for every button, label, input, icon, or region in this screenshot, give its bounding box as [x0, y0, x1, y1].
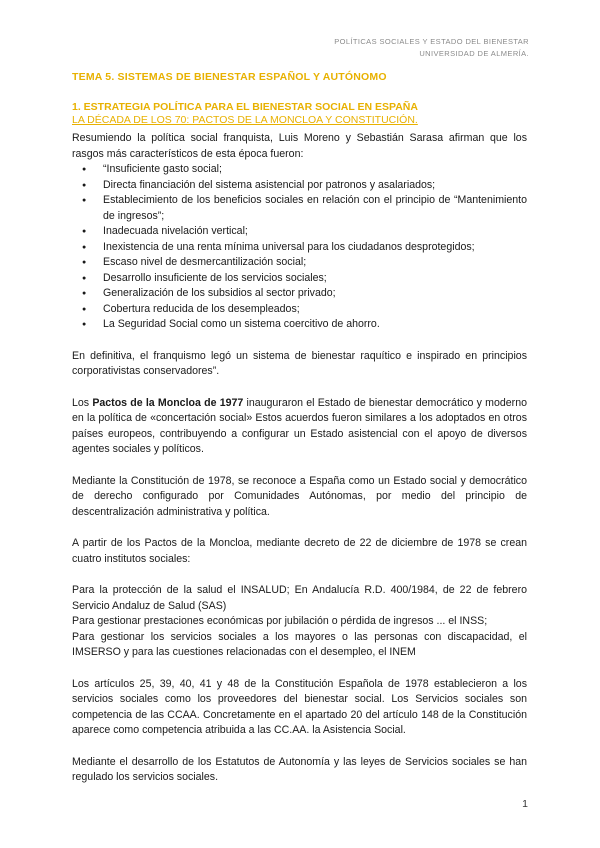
- page-number: 1: [522, 798, 528, 810]
- pactos-paragraph: [72, 396, 527, 458]
- characteristics-list: [72, 162, 527, 333]
- list-item: ● Inadecuada nivelación vertical;: [103, 224, 527, 240]
- pactos-rest: inauguraron el Estado de bienestar democrático y moderno en la política de «concertación social» Estos acuerdos fueron similares a los adoptados en otros países europeos, contribuyendo a configurar un Estado asistencial con el apoyo de diversos agentes sociales y políticos.: [72, 396, 527, 455]
- intro-paragraph: Resumiendo la política social franquista, Luis Moreno y Sebastián Sarasa afirman que los rasgos más característicos de esta época fueron:: [72, 132, 527, 160]
- imserso-paragraph: Para gestionar los servicios sociales a los mayores o las personas con discapacidad, el IMSERSO y para las cuestiones relacionadas con el desempleo, el INEM: [72, 630, 527, 658]
- decreto-paragraph: A partir de los Pactos de la Moncloa, mediante decreto de 22 de diciembre de 1978 se crean cuatro institutos sociales:: [72, 537, 527, 565]
- list-item: ● Directa financiación del sistema asistencial por patronos y asalariados;: [103, 178, 527, 194]
- insalud-paragraph: Para la protección de la salud el INSALUD; En Andalucía R.D. 400/1984, de 22 de febrero Servicio Andaluz de Salud (SAS): [72, 584, 527, 612]
- franquismo-paragraph: En definitiva, el franquismo legó un sistema de bienestar raquítico e inspirado en principios corporativistas conservadores”.: [72, 349, 527, 377]
- pactos-bold-term: Pactos de la Moncloa de 1977: [92, 396, 244, 409]
- section-heading-block: [72, 101, 418, 127]
- inss-paragraph: Para gestionar prestaciones económicas por jubilación o pérdida de ingresos ... el INSS;: [72, 615, 488, 627]
- estatutos-paragraph: Mediante el desarrollo de los Estatutos de Autonomía y las leyes de Servicios sociales se han regulado los servicios sociales.: [72, 755, 527, 783]
- articulos-paragraph: Los artículos 25, 39, 40, 41 y 48 de la Constitución Española de 1978 establecieron a los servicios sociales como los proveedores del bienestar social. Los Servicios sociales son competencia de las CCAA. Concretamente en el apartado 20 del artículo 148 de la Constitución aparece como competencia atribuida a las CC.AA. la Asistencia Social.: [72, 677, 527, 736]
- header-course-title: POLÍTICAS SOCIALES Y ESTADO DEL BIENESTAR: [334, 37, 529, 46]
- section-heading: 1. ESTRATEGIA POLÍTICA PARA EL BIENESTAR SOCIAL EN ESPAÑA: [72, 101, 418, 113]
- constitucion-paragraph: Mediante la Constitución de 1978, se reconoce a España como un Estado social y democrático de derecho configurado por Comunidades Autónomas, por medio del principio de descentralización administrativa y política.: [72, 474, 527, 518]
- chapter-title: TEMA 5. SISTEMAS DE BIENESTAR ESPAÑOL Y AUTÓNOMO: [72, 71, 387, 83]
- list-item: ● Cobertura reducida de los desempleados;: [103, 302, 527, 318]
- page-header: [334, 36, 529, 60]
- list-item: ● Establecimiento de los beneficios sociales en relación con el principio de “Mantenimiento de ingresos”;: [103, 193, 527, 224]
- list-item: ● Escaso nivel de desmercantilización social;: [103, 255, 527, 271]
- list-item: ● Desarrollo insuficiente de los servicios sociales;: [103, 271, 527, 287]
- pactos-lead: Los: [72, 396, 93, 409]
- list-item: ● Generalización de los subsidios al sector privado;: [103, 286, 527, 302]
- document-body: [72, 131, 527, 786]
- list-item: ● “Insuficiente gasto social;: [103, 162, 527, 178]
- header-university: UNIVERSIDAD DE ALMERÍA.: [419, 49, 529, 58]
- list-item: ● La Seguridad Social como un sistema coercitivo de ahorro.: [103, 317, 527, 333]
- section-subheading: LA DÉCADA DE LOS 70: PACTOS DE LA MONCLOA Y CONSTITUCIÓN.: [72, 114, 418, 126]
- list-item: ● Inexistencia de una renta mínima universal para los ciudadanos desprotegidos;: [103, 240, 527, 256]
